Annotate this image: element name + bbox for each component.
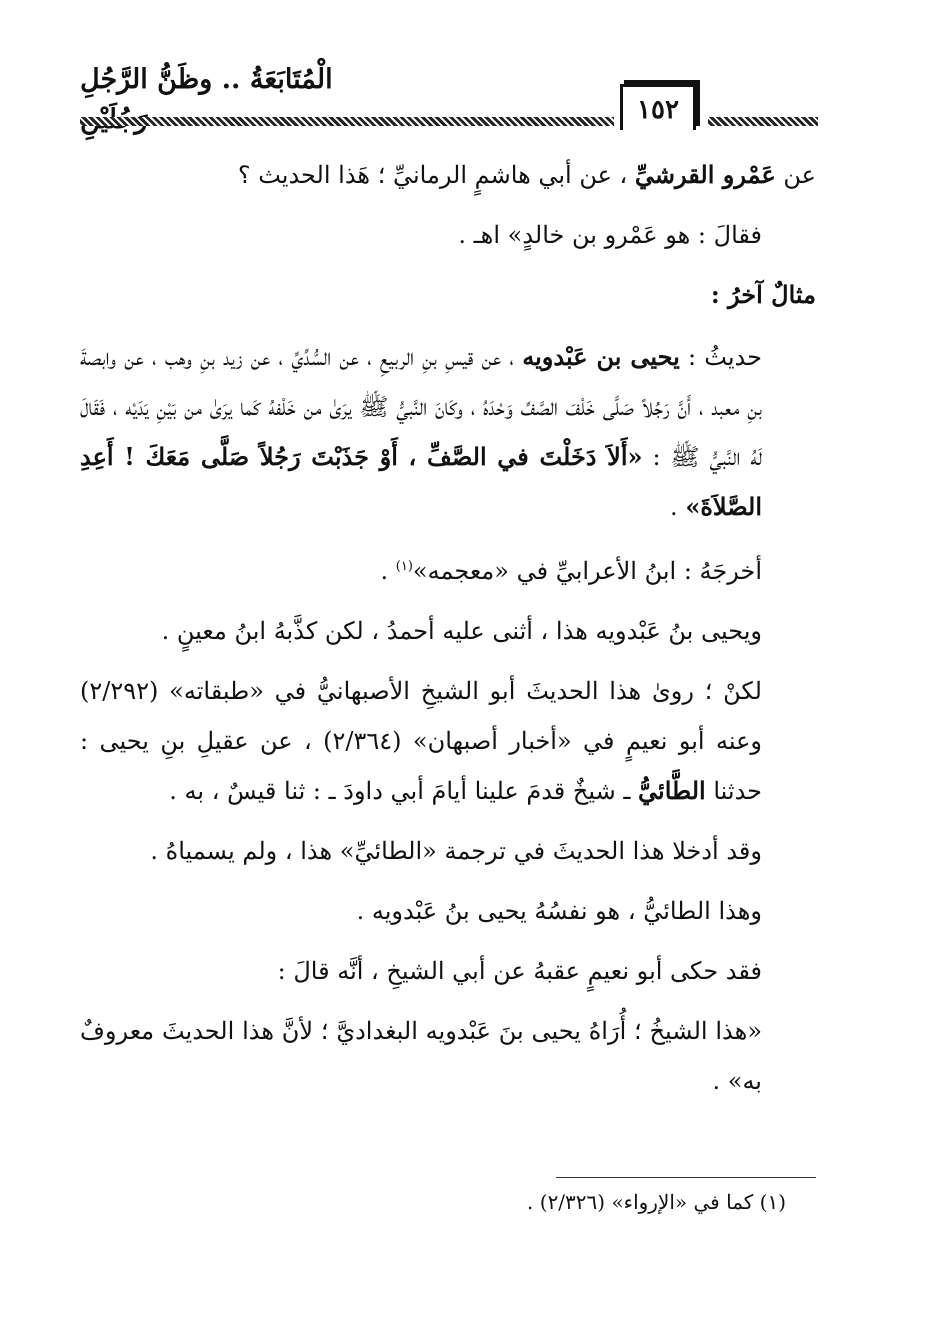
footnote-divider [556,1177,816,1178]
paragraph-3: حديثُ : يحيى بن عَبْدويه ، عن قيسِ بنِ الربيعِ ، عن السُّدِّيِّ ، عن زيد بنِ وهب ، عن وابصةَ بنِ معبد ، أَنَّ رَجُلاً صَلَّى خَلْفَ الصَّفِّ وَحْدَهُ ، وكَانَ النَّبيُّ ﷺ يرَىٰ من خَلْفهُ كَما يرَىٰ من بَيْنِ يَدَيْه ، فَقَالَ لَهُ النَّبيُّ ﷺ : «أَلاَ دَخَلْتَ في الصَّفِّ ، أَوْ جَذَبْتَ رَجُلاً صَلَّى مَعَكَ ! أَعِدِ الصَّلاَةَ» . [80,342,763,521]
paragraph-1: عن عَمْرو القرشيِّ ، عن أبي هاشمٍ الرمانيِّ ؛ هَذا الحديث ؟ [237,160,816,189]
paragraph-8: وهذا الطائيُّ ، هو نفسُهُ يحيى بنُ عَبْدويه . [356,897,762,925]
main-text [80,150,816,1116]
hadith-text: «أَلاَ دَخَلْتَ في الصَّفِّ ، أَوْ جَذَبْتَ رَجُلاً صَلَّى مَعَكَ ! أَعِدِ الصَّلاَةَ» [80,442,762,521]
paragraph-2: فقالَ : هو عَمْرو بن خالدٍ» اهـ . [458,221,762,249]
section-heading: مثالٌ آخرُ : [710,280,816,309]
running-title: الْمُتَابَعَةُ .. وظَنُّ الرَّجُلِ [80,64,333,95]
paragraph-5: ويحيى بنُ عَبْدويه هذا ، أثنى عليه أحمدُ ، لكن كذَّبهُ ابنُ معينٍ . [161,617,762,645]
narrator-name: الطَّائيُّ [638,776,706,805]
page-number: ١٥٢ [620,84,696,130]
header-rule-right [708,117,818,126]
paragraph-9: فقد حكى أبو نعيمٍ عقبهُ عن أبي الشيخِ ، أنَّه قالَ : [277,957,762,985]
paragraph-10: «هذا الشيخُ ؛ أُرَاهُ يحيى بنَ عَبْدويه البغداديَّ ؛ لأنَّ هذا الحديثَ معروفٌ به» . [80,1017,762,1095]
footnote: (١) كما في «الإرواء» (٢/٣٢٦) . [527,1190,786,1214]
narrator-name: يحيى بن عَبْدويه [522,342,680,371]
footnote-marker[interactable]: (١) [395,559,413,574]
paragraph-7: وقد أدخلا هذا الحديثَ في ترجمة «الطائيِّ» هذا ، ولم يسمياهُ . [150,837,762,865]
paragraph-6: لكنْ ؛ روىٰ هذا الحديثَ أبو الشيخِ الأصبهانيُّ في «طبقاته» (٢/٢٩٢) وعنه أبو نعيمٍ في «أخبار أصبهان» (٢/٣٦٤) ، عن عقيلِ بنِ يحيى : حدثنا الطَّائيُّ ـ شيخٌ قدمَ علينا أيامَ أبي داودَ ـ : ثنا قيسٌ ، به . [80,677,762,805]
paragraph-4: أخرجَهُ : ابنُ الأعرابيِّ في «معجمه»$^{(١)}$ . [380,557,762,585]
narrator-name: عَمْرو القرشيِّ [634,160,776,189]
header-rule-left [80,117,614,126]
